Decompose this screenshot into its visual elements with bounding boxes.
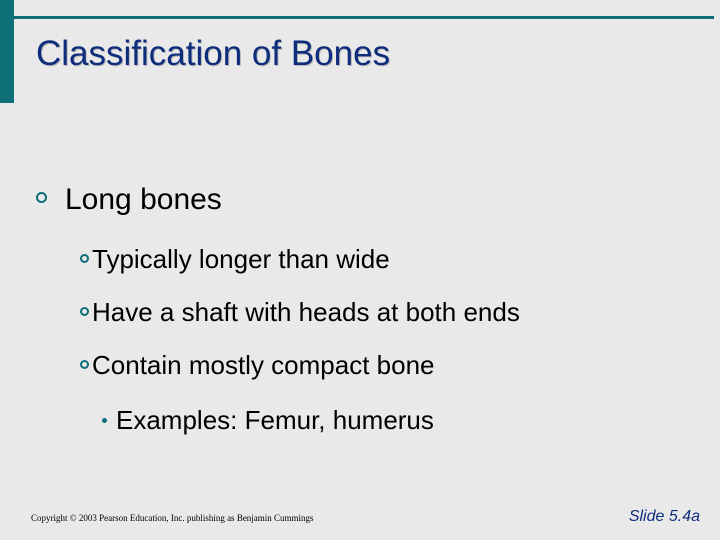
- sub-bullet-text: Have a shaft with heads at both ends: [92, 297, 520, 327]
- sub-bullet-item: [80, 243, 390, 275]
- title-top-rule: [14, 16, 714, 19]
- hollow-circle-bullet-icon: [36, 192, 47, 203]
- sub-bullet-item: [80, 296, 520, 328]
- sub-bullet-item: [80, 349, 435, 381]
- main-bullet-text: Long bones: [65, 183, 222, 216]
- hollow-circle-bullet-icon: [80, 254, 89, 263]
- example-bullet-item: [102, 404, 434, 436]
- sub-bullet-text: Contain mostly compact bone: [92, 350, 435, 380]
- title-accent-bar: [0, 0, 14, 103]
- main-bullet-item: [36, 181, 222, 219]
- copyright-notice: Copyright © 2003 Pearson Education, Inc. publishing as Benjamin Cummings: [31, 513, 314, 523]
- hollow-circle-bullet-icon: [80, 360, 89, 369]
- filled-dot-bullet-icon: [102, 418, 107, 423]
- slide-number: Slide 5.4a: [628, 508, 700, 525]
- slide-title: Classification of Bones: [36, 34, 391, 73]
- hollow-circle-bullet-icon: [80, 307, 89, 316]
- example-bullet-text: Examples: Femur, humerus: [116, 405, 434, 435]
- sub-bullet-text: Typically longer than wide: [92, 244, 390, 274]
